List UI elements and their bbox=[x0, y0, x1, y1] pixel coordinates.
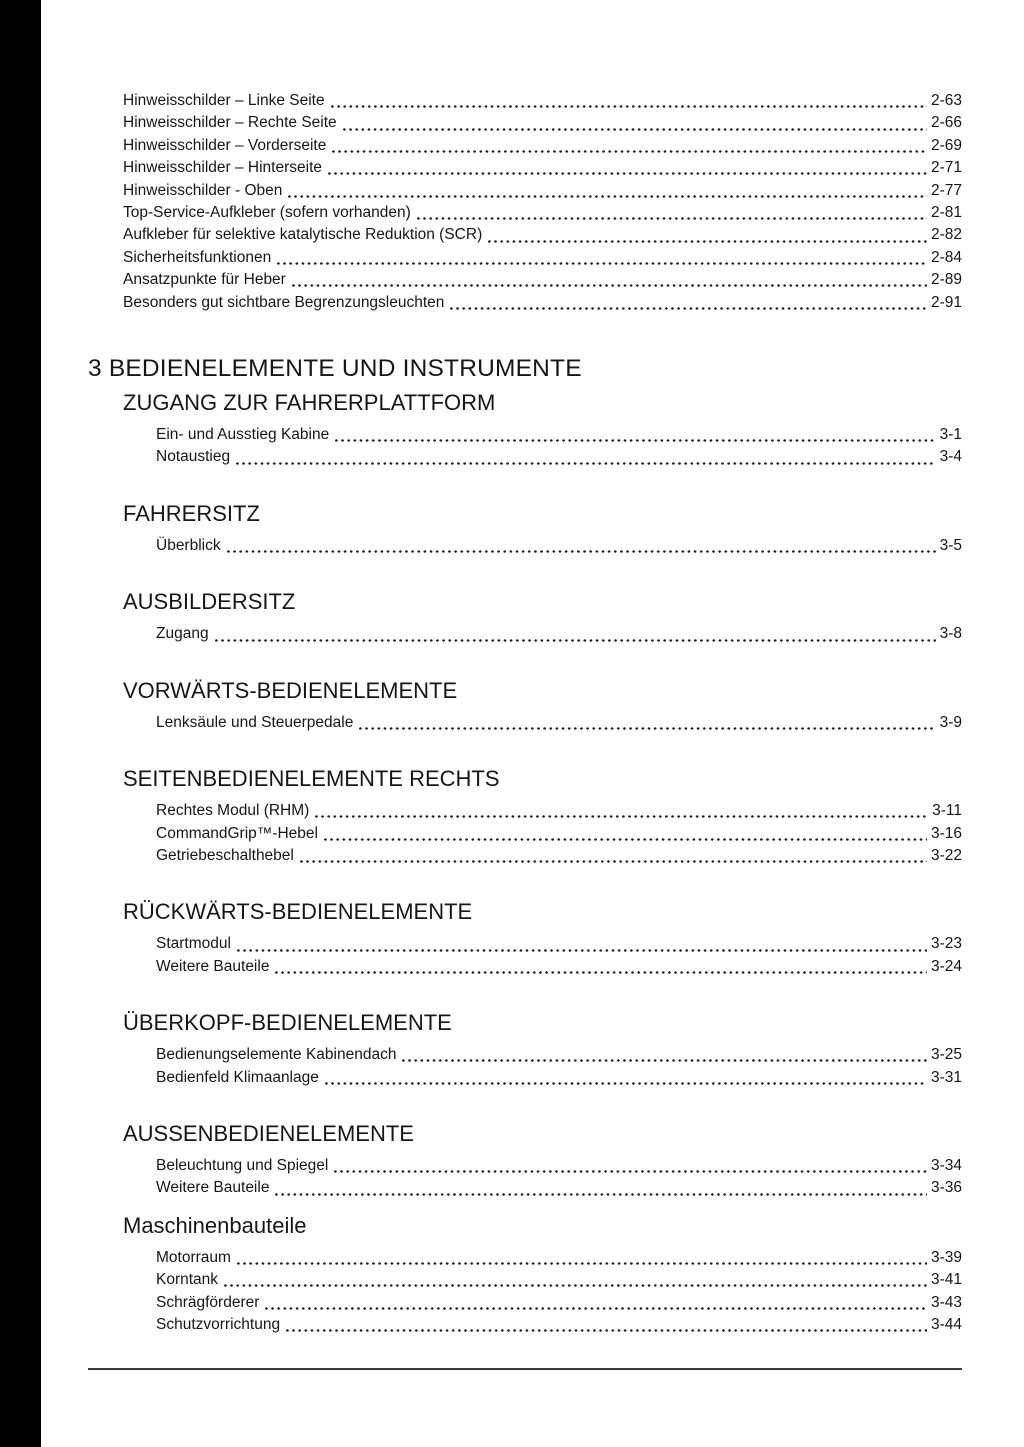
toc-row bbox=[156, 712, 962, 734]
toc-section bbox=[123, 766, 962, 867]
toc-entry-page-number: 2-91 bbox=[930, 293, 962, 311]
toc-page-content bbox=[88, 0, 962, 1370]
toc-row bbox=[123, 90, 962, 112]
toc-row bbox=[156, 933, 962, 955]
toc-section-title: AUSSENBEDIENELEMENTE bbox=[123, 1120, 414, 1146]
toc-row bbox=[156, 1314, 962, 1336]
toc-entry-page-number: 3-31 bbox=[930, 1068, 962, 1086]
toc-entry-label: Korntank bbox=[156, 1271, 219, 1289]
toc-entry-page-number: 2-69 bbox=[930, 136, 962, 154]
toc-row bbox=[156, 424, 962, 446]
toc-row bbox=[156, 1177, 962, 1199]
dot-leader bbox=[417, 217, 927, 220]
toc-section bbox=[123, 501, 962, 557]
toc-entry-label: Zugang bbox=[156, 625, 209, 643]
toc-row bbox=[156, 823, 962, 845]
toc-entry-label: Sicherheitsfunktionen bbox=[123, 248, 272, 266]
chapter-heading: 3 BEDIENELEMENTE UND INSTRUMENTE bbox=[88, 355, 582, 383]
dot-leader bbox=[224, 1284, 927, 1287]
dot-leader bbox=[277, 262, 927, 265]
toc-entry-page-number: 3-39 bbox=[930, 1248, 962, 1266]
toc-entry-label: Hinweisschilder – Rechte Seite bbox=[123, 114, 337, 132]
toc-section-entries bbox=[123, 535, 962, 557]
toc-entry-label: Bedienfeld Klimaanlage bbox=[156, 1068, 319, 1086]
toc-entry-page-number: 3-22 bbox=[930, 846, 962, 864]
toc-entry-page-number: 3-8 bbox=[939, 625, 962, 643]
toc-row bbox=[156, 535, 962, 557]
footer-rule bbox=[88, 1368, 962, 1370]
toc-entry-label: Schrägförderer bbox=[156, 1293, 260, 1311]
toc-entry-page-number: 3-43 bbox=[930, 1293, 962, 1311]
toc-entry-page-number: 3-4 bbox=[939, 448, 962, 466]
toc-section-entries bbox=[123, 1155, 962, 1200]
toc-section-title: ÜBERKOPF-BEDIENELEMENTE bbox=[123, 1010, 452, 1036]
toc-entry-label: Ansatzpunkte für Heber bbox=[123, 271, 286, 289]
dot-leader bbox=[275, 1193, 927, 1196]
toc-section-entries bbox=[123, 800, 962, 867]
toc-section bbox=[123, 899, 962, 978]
toc-entry-page-number: 2-84 bbox=[930, 248, 962, 266]
dot-leader bbox=[275, 971, 927, 974]
toc-section-title: ZUGANG ZUR FAHRERPLATTFORM bbox=[123, 390, 496, 416]
toc-section-title: VORWÄRTS-BEDIENELEMENTE bbox=[123, 677, 458, 703]
toc-row bbox=[123, 202, 962, 224]
toc-entry-label: Schutzvorrichtung bbox=[156, 1315, 281, 1333]
toc-section-title: FAHRERSITZ bbox=[123, 500, 260, 526]
dot-leader bbox=[334, 1170, 927, 1173]
toc-entry-label: Hinweisschilder – Vorderseite bbox=[123, 136, 327, 154]
toc-entry-label: Bedienungselemente Kabinendach bbox=[156, 1046, 397, 1064]
toc-entry-page-number: 3-34 bbox=[930, 1156, 962, 1174]
toc-entry-page-number: 3-23 bbox=[930, 935, 962, 953]
toc-section bbox=[123, 678, 962, 734]
dot-leader bbox=[332, 150, 927, 153]
toc-entry-page-number: 2-66 bbox=[930, 114, 962, 132]
toc-section bbox=[123, 390, 962, 469]
toc-row bbox=[156, 1155, 962, 1177]
toc-entry-page-number: 2-81 bbox=[930, 204, 962, 222]
toc-entry-label: CommandGrip™-Hebel bbox=[156, 824, 318, 842]
toc-section-entries bbox=[123, 712, 962, 734]
toc-top-list bbox=[123, 90, 962, 314]
toc-entry-label: Startmodul bbox=[156, 935, 231, 953]
toc-row bbox=[156, 1269, 962, 1291]
toc-entry-label: Überblick bbox=[156, 536, 221, 554]
toc-row bbox=[156, 1247, 962, 1269]
toc-entry-page-number: 3-16 bbox=[930, 824, 962, 842]
toc-section-entries bbox=[123, 623, 962, 645]
dot-leader bbox=[237, 949, 927, 952]
toc-entry-page-number: 3-5 bbox=[939, 536, 962, 554]
toc-section bbox=[123, 589, 962, 645]
toc-section-entries bbox=[123, 933, 962, 978]
toc-entry-page-number: 2-71 bbox=[930, 159, 962, 177]
toc-row bbox=[156, 446, 962, 468]
dot-leader bbox=[286, 1329, 927, 1332]
dot-leader bbox=[343, 128, 927, 131]
toc-section bbox=[123, 1010, 962, 1089]
dot-leader bbox=[237, 1262, 927, 1265]
dot-leader bbox=[215, 639, 936, 642]
toc-entry-label: Besonders gut sichtbare Begrenzungsleuchten bbox=[123, 293, 445, 311]
dot-leader bbox=[227, 550, 936, 553]
dot-leader bbox=[488, 240, 927, 243]
toc-section-entries bbox=[123, 424, 962, 469]
toc-entry-page-number: 3-24 bbox=[930, 957, 962, 975]
dot-leader bbox=[288, 195, 927, 198]
toc-entry-label: Notaustieg bbox=[156, 448, 231, 466]
toc-row bbox=[156, 1292, 962, 1314]
toc-row bbox=[123, 180, 962, 202]
dot-leader bbox=[331, 105, 927, 108]
toc-row bbox=[156, 800, 962, 822]
toc-entry-page-number: 3-36 bbox=[930, 1179, 962, 1197]
toc-entry-page-number: 3-41 bbox=[930, 1271, 962, 1289]
toc-entry-label: Weitere Bauteile bbox=[156, 1179, 270, 1197]
toc-entry-page-number: 2-77 bbox=[930, 181, 962, 199]
toc-row bbox=[156, 845, 962, 867]
toc-entry-label: Weitere Bauteile bbox=[156, 957, 270, 975]
toc-row bbox=[123, 224, 962, 246]
toc-entry-page-number: 3-1 bbox=[939, 426, 962, 444]
toc-entry-label: Aufkleber für selektive katalytische Reduktion (SCR) bbox=[123, 226, 483, 244]
toc-section-entries bbox=[123, 1044, 962, 1089]
toc-sections bbox=[88, 390, 962, 1336]
toc-entry-label: Hinweisschilder – Hinterseite bbox=[123, 159, 322, 177]
toc-entry-label: Beleuchtung und Spiegel bbox=[156, 1156, 329, 1174]
dot-leader bbox=[325, 1082, 927, 1085]
toc-entry-page-number: 2-63 bbox=[930, 92, 962, 109]
toc-row bbox=[156, 956, 962, 978]
toc-section bbox=[123, 1213, 962, 1337]
toc-row bbox=[156, 1044, 962, 1066]
toc-row bbox=[123, 292, 962, 314]
toc-section-title: RÜCKWÄRTS-BEDIENELEMENTE bbox=[123, 899, 473, 925]
toc-entry-label: Top-Service-Aufkleber (sofern vorhanden) bbox=[123, 204, 411, 222]
toc-entry-label: Getriebeschalthebel bbox=[156, 846, 294, 864]
dot-leader bbox=[324, 838, 927, 841]
toc-section-title: SEITENBEDIENELEMENTE RECHTS bbox=[123, 766, 500, 792]
toc-entry-label: Lenksäule und Steuerpedale bbox=[156, 713, 354, 731]
toc-entry-label: Hinweisschilder - Oben bbox=[123, 181, 283, 199]
chapter-edge-tab-bar bbox=[0, 0, 41, 1447]
toc-entry-page-number: 2-82 bbox=[930, 226, 962, 244]
toc-entry-label: Ein- und Ausstieg Kabine bbox=[156, 426, 330, 444]
toc-row bbox=[123, 112, 962, 134]
dot-leader bbox=[328, 172, 927, 175]
toc-row bbox=[123, 269, 962, 291]
toc-row bbox=[123, 247, 962, 269]
toc-entry-page-number: 3-25 bbox=[930, 1046, 962, 1064]
toc-entry-page-number: 3-9 bbox=[939, 713, 962, 731]
dot-leader bbox=[300, 860, 927, 863]
toc-entry-page-number: 3-11 bbox=[932, 802, 962, 820]
toc-entry-label: Rechtes Modul (RHM) bbox=[156, 802, 310, 820]
dot-leader bbox=[335, 439, 935, 442]
toc-section-title: AUSBILDERSITZ bbox=[123, 589, 296, 615]
dot-leader bbox=[450, 307, 927, 310]
dot-leader bbox=[265, 1307, 927, 1310]
toc-row bbox=[123, 157, 962, 179]
dot-leader bbox=[236, 462, 935, 465]
toc-row bbox=[123, 135, 962, 157]
dot-leader bbox=[402, 1059, 927, 1062]
toc-section-entries bbox=[123, 1247, 962, 1337]
dot-leader bbox=[292, 284, 927, 287]
dot-leader bbox=[315, 815, 928, 818]
toc-entry-label: Hinweisschilder – Linke Seite bbox=[123, 92, 325, 109]
dot-leader bbox=[359, 727, 935, 730]
toc-entry-label: Motorraum bbox=[156, 1248, 231, 1266]
toc-section bbox=[123, 1121, 962, 1200]
toc-entry-page-number: 2-89 bbox=[930, 271, 962, 289]
toc-row bbox=[156, 1067, 962, 1089]
toc-entry-page-number: 3-44 bbox=[930, 1315, 962, 1333]
toc-section-title: Maschinenbauteile bbox=[123, 1212, 307, 1238]
toc-row bbox=[156, 623, 962, 645]
